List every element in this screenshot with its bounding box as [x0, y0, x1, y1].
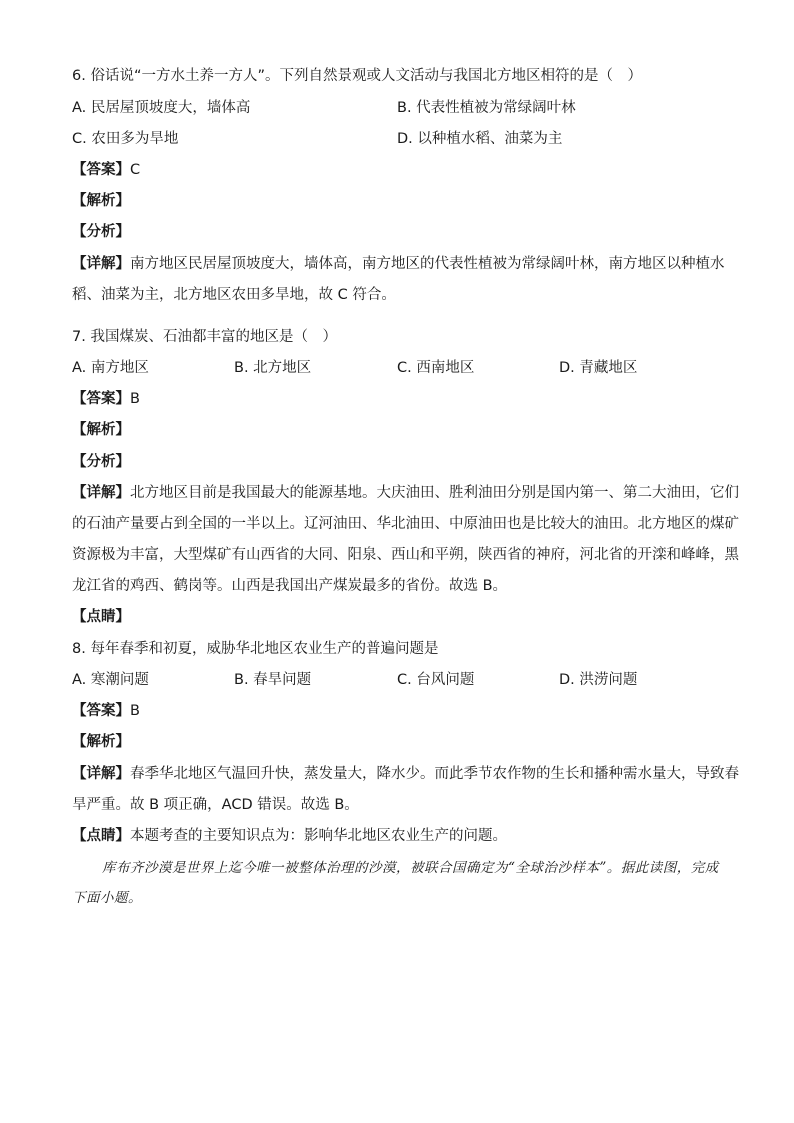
q8-detail-line-2: 旱严重。故 B 项正确，ACD 错误。故选 B。: [72, 797, 359, 813]
q8-stem: 8. 每年春季和初夏，威胁华北地区农业生产的普遍问题是: [72, 641, 439, 657]
answer-tag: 【答案】: [72, 703, 130, 719]
q6-option-d: D. 以种植水稻、油菜为主: [397, 131, 563, 147]
q7-option-b: B. 北方地区: [234, 360, 312, 376]
q8-detail-line-1: [72, 764, 739, 784]
intro-line-1: 库布齐沙漠是世界上迄今唯一被整体治理的沙漠，被联合国确定为“全球治沙样本”。据此读图，完成: [102, 860, 719, 876]
q8-dianjing: [72, 826, 507, 846]
q7-option-a: A. 南方地区: [72, 360, 149, 376]
q6-detail-line-2: 稻、油菜为主，北方地区农田多旱地，故 C 符合。: [72, 287, 396, 303]
q8-analysis-tag: 【解析】: [72, 734, 130, 750]
q6-detail-line-1: [72, 254, 725, 274]
intro-line-2: 下面小题。: [72, 890, 142, 906]
q7-stem: 7. 我国煤炭、石油都丰富的地区是（ ）: [72, 329, 337, 345]
detail-text: 北方地区目前是我国最大的能源基地。大庆油田、胜利油田分别是国内第一、第二大油田，它们: [130, 485, 739, 501]
answer-value: B: [130, 703, 140, 719]
answer-tag: 【答案】: [72, 162, 130, 178]
q7-answer: [72, 389, 140, 409]
q8-option-a: A. 寒潮问题: [72, 672, 149, 688]
q7-fenxi-tag: 【分析】: [72, 454, 130, 470]
q6-option-b: B. 代表性植被为常绿阔叶林: [397, 100, 576, 116]
q6-stem: 6. 俗话说“一方水土养一方人”。下列自然景观或人文活动与我国北方地区相符的是（ ）: [72, 68, 642, 84]
q8-answer: [72, 701, 140, 721]
q8-option-d: D. 洪涝问题: [559, 672, 638, 688]
q7-option-d: D. 青藏地区: [559, 360, 638, 376]
q6-analysis-tag: 【解析】: [72, 193, 130, 209]
detail-text: 春季华北地区气温回升快，蒸发量大，降水少。而此季节农作物的生长和播种需水量大，导致春: [130, 766, 739, 782]
q6-option-a: A. 民居屋顶坡度大，墙体高: [72, 100, 251, 116]
q7-dianjing-tag: 【点睛】: [72, 609, 130, 625]
q8-option-b: B. 春旱问题: [234, 672, 312, 688]
detail-tag: 【详解】: [72, 256, 130, 272]
q7-detail-line-2: 的石油产量要占到全国的一半以上。辽河油田、华北油田、中原油田也是比较大的油田。北方地区的煤矿: [72, 516, 739, 532]
q8-option-c: C. 台风问题: [397, 672, 475, 688]
answer-tag: 【答案】: [72, 391, 130, 407]
q7-detail-line-3: 资源极为丰富，大型煤矿有山西省的大同、阳泉、西山和平朔，陕西省的神府，河北省的开滦和峰峰，黑: [72, 547, 739, 563]
detail-text: 南方地区民居屋顶坡度大，墙体高，南方地区的代表性植被为常绿阔叶林，南方地区以种植水: [130, 256, 725, 272]
answer-value: B: [130, 391, 140, 407]
answer-value: C: [130, 162, 141, 178]
detail-tag: 【详解】: [72, 485, 130, 501]
q7-detail-line-4: 龙江省的鸡西、鹤岗等。山西是我国出产煤炭最多的省份。故选 B。: [72, 578, 508, 594]
q6-answer: [72, 160, 140, 180]
detail-tag: 【详解】: [72, 766, 130, 782]
q6-option-c: C. 农田多为旱地: [72, 131, 179, 147]
q7-option-c: C. 西南地区: [397, 360, 475, 376]
dianjing-text: 本题考查的主要知识点为：影响华北地区农业生产的问题。: [130, 828, 507, 844]
dianjing-tag: 【点睛】: [72, 828, 130, 844]
q7-analysis-tag: 【解析】: [72, 422, 130, 438]
q6-fenxi-tag: 【分析】: [72, 224, 130, 240]
q7-detail-line-1: [72, 483, 739, 503]
